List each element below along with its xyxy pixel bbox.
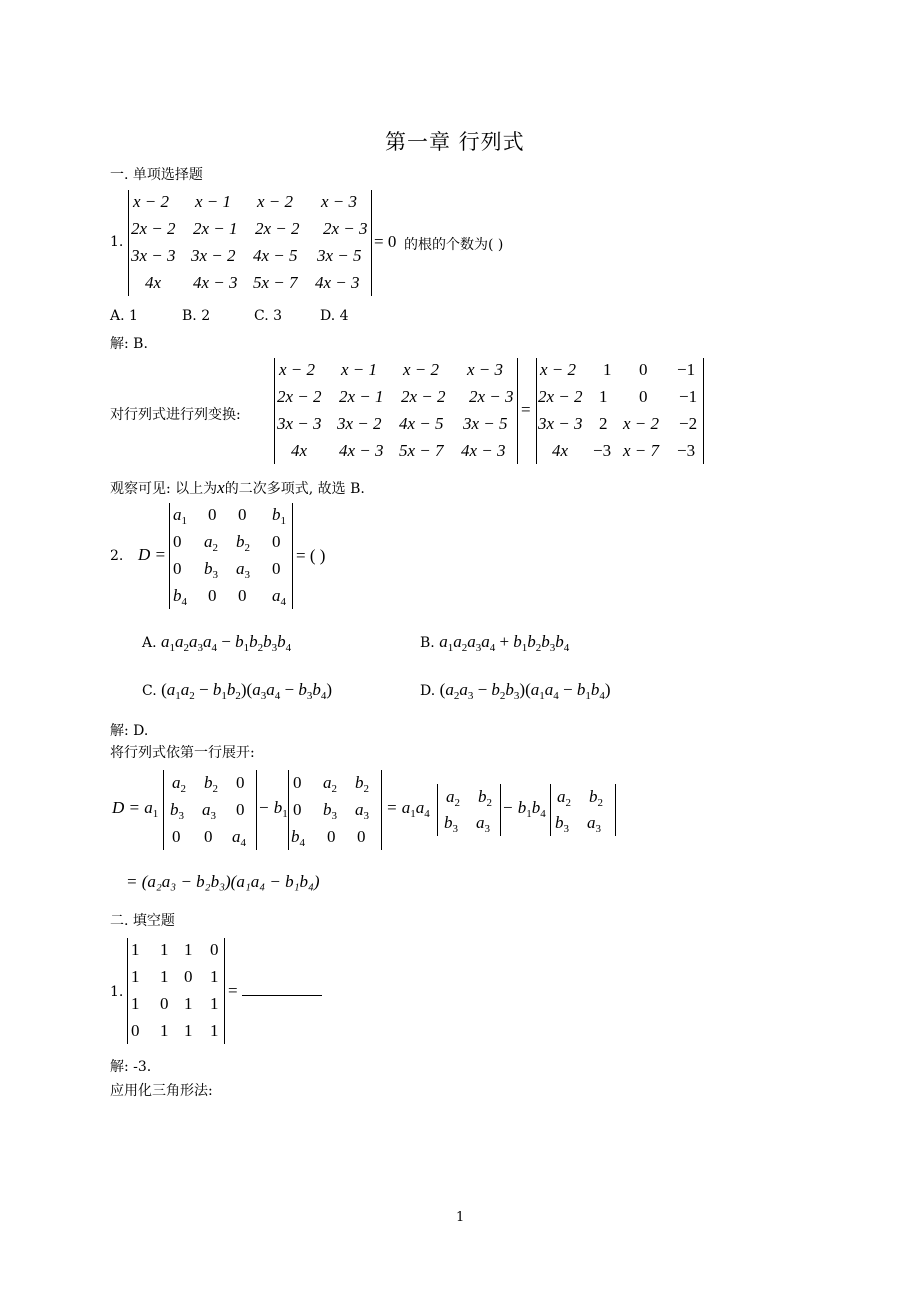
page-number: 1 [456,1210,465,1225]
chapter-title: 第一章 行列式 [385,130,525,154]
f1-determinant: 1 1 1 0 1 1 0 1 1 0 1 1 0 1 1 1 [127,938,225,1044]
q2-option-d: D. $(a_2a_3 - b_2b_3)(a_1a_4 - b_1b_4)$ [420,680,611,702]
q1-step-label: 对行列式进行列变换: [110,407,241,423]
q1-question-tail: 的根的个数为( ) [404,237,504,253]
f1-answer: 解: -3. [110,1059,152,1075]
q1-option-a: A. 1 [110,308,138,324]
f1-answer-blank[interactable] [242,981,322,996]
q2-minus-b1b4: − $b_1b_4$ [502,798,546,820]
q2-lhs: D = [138,545,166,564]
q2-minus-b1: − $b_1$ [258,798,288,820]
q1-equals-zero: = 0 [374,232,397,251]
f1-number: 1. [110,984,124,1000]
q2-determinant: $a_1$ 0 0 $b_1$ 0 $a_2$ $b_2$ 0 0 $b_3$ $a_3$ 0 $b_4$ 0 0 $a_4$ [169,503,293,609]
q1-equals-sign: = [521,400,531,419]
q2-eq-a1a4: = $a_1a_4$ [386,798,430,820]
section-heading-fill: 二. 填空题 [110,913,175,929]
q2-minor-2: 0 $a_2$ $b_2$ 0 $b_3$ $a_3$ $b_4$ 0 0 [288,770,382,850]
q1-option-b: B. 2 [182,308,211,324]
q2-rhs: = ( ) [296,546,326,565]
q2-expansion-lhs: $D = a_1$ [112,798,159,820]
q2-minor-3: $a_2$ $b_2$ $b_3$ $a_3$ [437,784,501,836]
q2-minor-1: $a_2$ $b_2$ 0 $b_3$ $a_3$ 0 0 0 $a_4$ [163,770,257,850]
q2-option-b: B. $a_1a_2a_3a_4 + b_1b_2b_3b_4$ [420,632,570,654]
section-heading-choice: 一. 单项选择题 [110,167,203,183]
q1-option-d: D. 4 [320,308,349,324]
q2-minor-4: $a_2$ $b_2$ $b_3$ $a_3$ [550,784,616,836]
q1-transformed-determinant: x − 2 1 0 −1 2x − 2 1 0 −1 3x − 3 2 x − 2 −2 4x −3 x − 7 −3 [536,358,704,464]
q1-conclusion: 观察可见: 以上为x的二次多项式, 故选 B. [110,478,365,497]
q2-step-label: 将行列式依第一行展开: [110,745,255,761]
q2-final-result: = (a₂a₃ − b₂b₃)(a₁a₄ − b₁b₄) [126,872,320,891]
q2-option-c: C. $(a_1a_2 - b_1b_2)(a_3a_4 - b_3b_4)$ [142,680,332,702]
q1-determinant: x − 2 x − 1 x − 2 x − 3 2x − 2 2x − 1 2x − 2 2x − 3 3x − 3 3x − 2 4x − 5 3x − 5 4x 4x − 3 5x − 7 4x − 3 [128,190,372,296]
q2-option-a: A. $a_1a_2a_3a_4 - b_1b_2b_3b_4$ [142,632,292,654]
q1-answer: 解: B. [110,336,148,352]
q1-option-c: C. 3 [254,308,283,324]
q1-determinant-repeat: x − 2 x − 1 x − 2 x − 3 2x − 2 2x − 1 2x − 2 2x − 3 3x − 3 3x − 2 4x − 5 3x − 5 4x 4x − 3 5x − 7 4x − 3 [274,358,518,464]
q2-answer: 解: D. [110,723,149,739]
f1-method: 应用化三角形法: [110,1083,213,1099]
q1-number: 1. [110,234,124,250]
q2-number: 2. [110,548,124,564]
f1-equals-blank: = [228,981,322,1001]
